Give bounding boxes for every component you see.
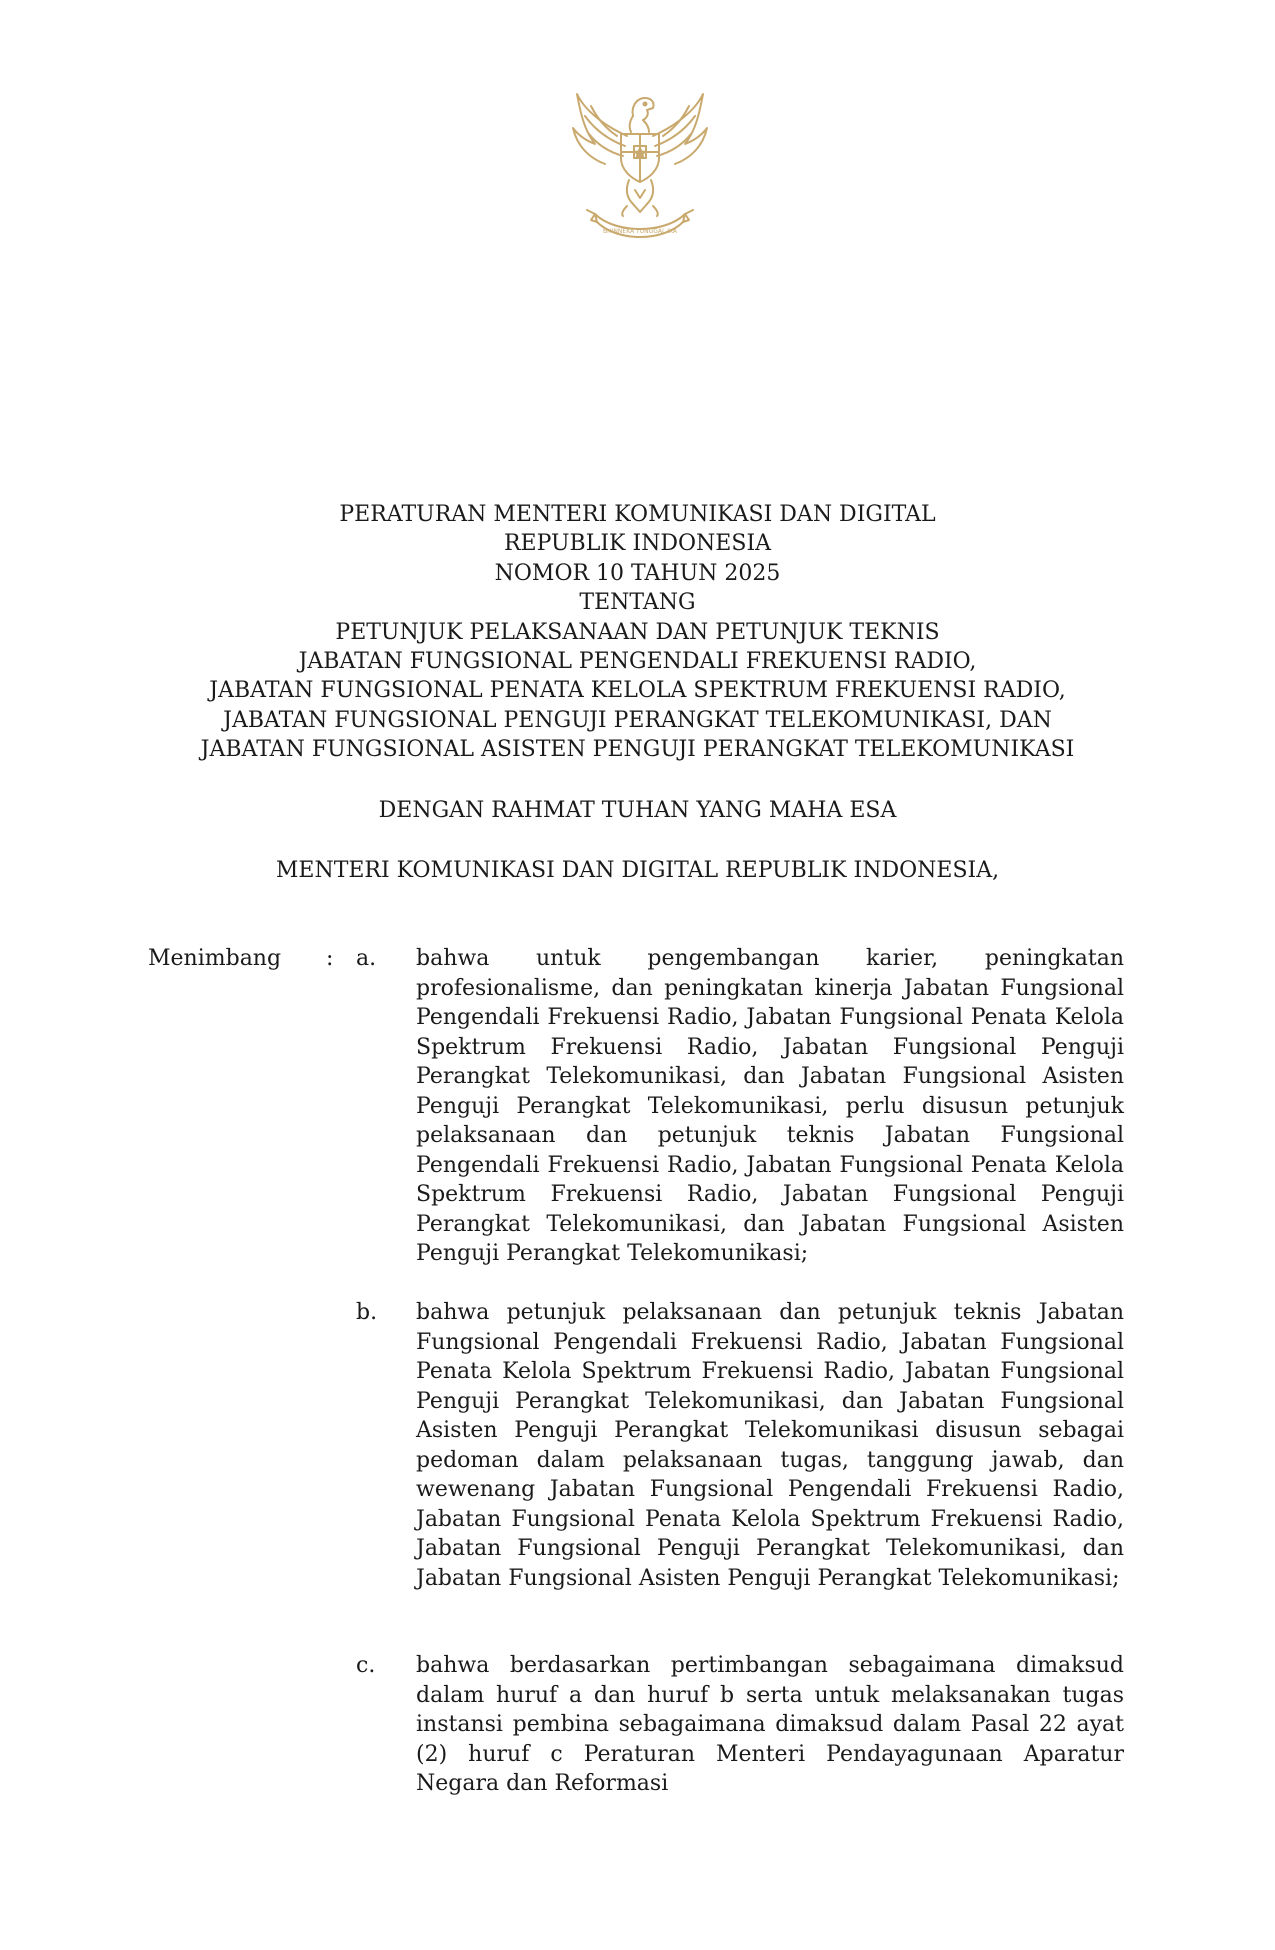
blessing-line: DENGAN RAHMAT TUHAN YANG MAHA ESA [378,798,897,823]
title-line: REPUBLIK INDONESIA [503,531,772,557]
title-line: TENTANG [579,590,696,616]
garuda-emblem [565,86,715,246]
title-line: JABATAN FUNGSIONAL PENGUJI PERANGKAT TELEKOMUNIKASI, DAN [223,707,1052,733]
item-letter-a: a. [356,946,377,971]
regulation-title [0,500,1275,765]
menimbang-label: Menimbang [148,946,282,971]
menimbang-colon: : [326,946,334,971]
title-line: PETUNJUK PELAKSANAAN DAN PETUNJUK TEKNIS [335,619,940,645]
garuda-icon [565,86,715,246]
title-line: JABATAN FUNGSIONAL PENATA KELOLA SPEKTRUM FREKUENSI RADIO, [209,678,1066,704]
title-line: JABATAN FUNGSIONAL ASISTEN PENGUJI PERANGKAT TELEKOMUNIKASI [200,737,1075,763]
title-line: NOMOR 10 TAHUN 2025 [494,560,781,586]
item-letter-c: c. [356,1653,376,1678]
item-text-a: bahwa untuk pengembangan karier, peningkatan profesionalisme, dan peningkatan kinerja Jabatan Fungsional Pengendali Frekuensi Radio, Jabatan Fungsional Penata Kelola Spektrum Frekuensi Radio, Jabatan Fungsional Penguji Perangkat Telekomunikasi, dan Jabatan Fungsional Asisten Penguji Perangkat Telekomunikasi, perlu disusun petunjuk pelaksanaan dan petunjuk teknis Jabatan Fungsional Pengendali Frekuensi Radio, Jabatan Fungsional Penata Kelola Spektrum Frekuensi Radio, Jabatan Fungsional Penguji Perangkat Telekomunikasi, dan Jabatan Fungsional Asisten Penguji Perangkat Telekomunikasi; [416,946,1124,1266]
item-letter-b: b. [356,1300,378,1325]
emblem-motto: BHINNEKA TUNGGAL IKA [603,228,677,235]
title-line: PERATURAN MENTERI KOMUNIKASI DAN DIGITAL [339,502,936,527]
title-line: JABATAN FUNGSIONAL PENGENDALI FREKUENSI RADIO, [298,649,977,675]
item-text-c: bahwa berdasarkan pertimbangan sebagaimana dimaksud dalam huruf a dan huruf b serta untuk melaksanakan tugas instansi pembina sebagaimana dimaksud dalam Pasal 22 ayat (2) huruf c Peraturan Menteri Pendayagunaan Aparatur Negara dan Reformasi [416,1653,1124,1796]
item-text-b: bahwa petunjuk pelaksanaan dan petunjuk teknis Jabatan Fungsional Pengendali Frekuensi Radio, Jabatan Fungsional Penata Kelola Spektrum Frekuensi Radio, Jabatan Fungsional Penguji Perangkat Telekomunikasi, dan Jabatan Fungsional Asisten Penguji Perangkat Telekomunikasi disusun sebagai pedoman dalam pelaksanaan tugas, tanggung jawab, dan wewenang Jabatan Fungsional Pengendali Frekuensi Radio, Jabatan Fungsional Penata Kelola Spektrum Frekuensi Radio, Jabatan Fungsional Penguji Perangkat Telekomunikasi, dan Jabatan Fungsional Asisten Penguji Perangkat Telekomunikasi; [416,1300,1124,1591]
authority-line: MENTERI KOMUNIKASI DAN DIGITAL REPUBLIK INDONESIA, [275,858,1000,883]
